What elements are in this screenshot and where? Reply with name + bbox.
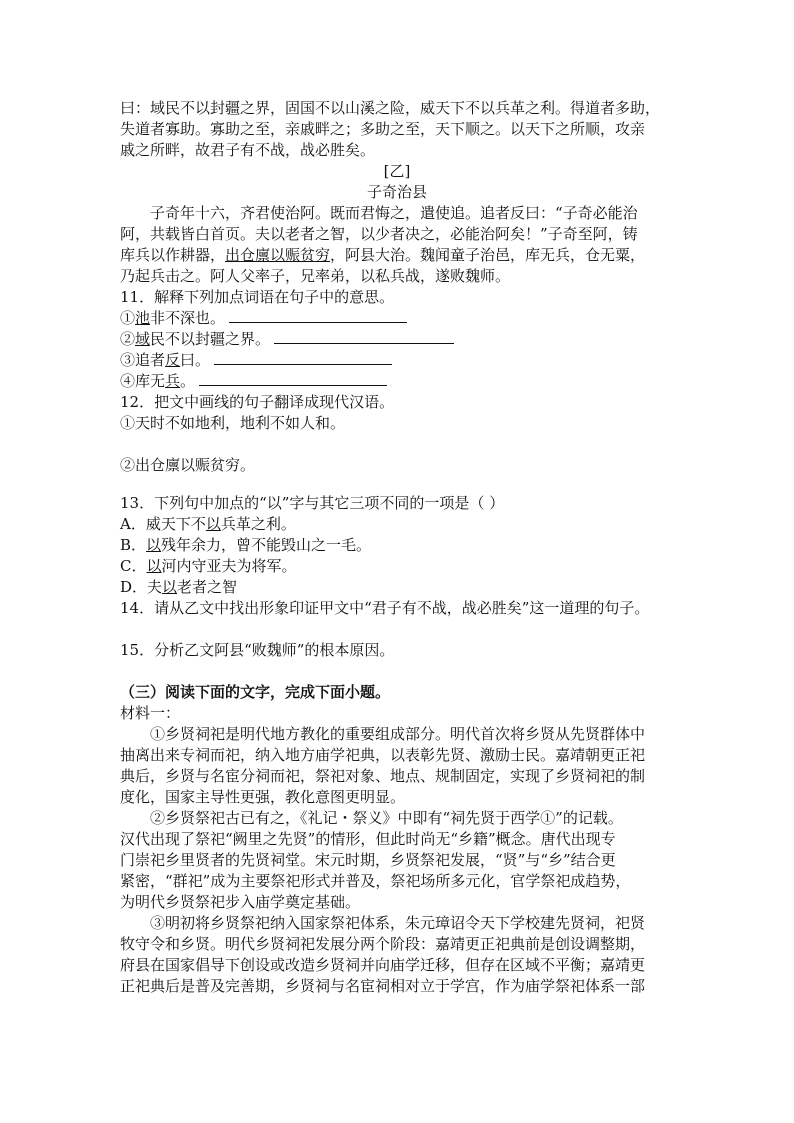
dotted-word: 兵 (165, 372, 181, 390)
item-number: ④ (120, 372, 136, 390)
paragraph-line: 门崇祀乡里贤者的先贤祠堂。宋元时期，乡贤祭祀发展，“贤”与“乡”结合更 (120, 851, 616, 869)
option-text: 残年余力，曾不能毁山之一毛。 (161, 536, 372, 554)
material-label: 材料一： (120, 704, 181, 722)
passage-b-line (120, 245, 645, 265)
paragraph-line: ③明初将乡贤祭祀纳入国家祭祀体系，朱元璋诏令天下学校建先贤祠，祀贤 (150, 914, 646, 932)
paragraph-line: 府县在国家倡导下创设或改造乡贤祠并向庙学迁移，但存在区域不平衡；嘉靖更 (120, 956, 646, 974)
passage-b-line: 子奇年十六，齐君使治阿。既而君悔之，遣使追。追者反曰：“子奇必能治 (150, 204, 638, 222)
paragraph-line: 度化，国家主导性更强，教化意图更明显。 (120, 788, 406, 806)
answer-blank[interactable] (274, 329, 454, 344)
question-13-option (120, 556, 297, 576)
option-text: C． (120, 557, 147, 575)
underlined-sentence: 出仓廪以赈贫穷 (225, 246, 331, 264)
question-11-item (120, 350, 392, 370)
option-text: A．威天下不 (120, 515, 206, 533)
dotted-word: 以 (146, 536, 162, 554)
option-text: 河内守亚夫为将军。 (161, 557, 297, 575)
section-3-heading: （三）阅读下面的文字，完成下面小题。 (120, 683, 391, 701)
paragraph-line: 抽离出来专祠而祀，纳入地方庙学祀典，以表彰先贤、激励士民。嘉靖朝更正祀 (120, 746, 646, 764)
passage-a-line: 曰：域民不以封疆之界，固国不以山溪之险，威天下不以兵革之利。得道者多助， (120, 99, 661, 117)
passage-b-title: 子奇治县 (366, 183, 427, 201)
passage-b-text: 库兵以作耕器， (120, 246, 226, 264)
question-11-item (120, 308, 407, 328)
paragraph-line: 紧密，“群祀”成为主要祭祀形式并普及，祭祀场所多元化，官学祭祀成趋势， (120, 872, 631, 890)
question-13-stem: 13．下列句中加点的“以”字与其它三项不同的一项是（ ） (120, 494, 505, 512)
question-13-option (120, 577, 237, 597)
dotted-word: 以 (162, 578, 178, 596)
paragraph-line: 典后，乡贤与名宦分祠而祀，祭祀对象、地点、规制固定，实现了乡贤祠祀的制 (120, 767, 646, 785)
question-14: 14．请从乙文中找出形象印证甲文中“君子有不战，战必胜矣”这一道理的句子。 (120, 599, 650, 617)
dotted-word: 池 (135, 309, 151, 327)
item-number: ② (120, 330, 136, 348)
answer-blank[interactable] (199, 371, 387, 386)
item-text: 追者 (135, 351, 166, 369)
answer-blank[interactable] (214, 350, 392, 365)
question-11-item (120, 329, 454, 349)
dotted-word: 反 (165, 351, 181, 369)
item-number: ① (120, 309, 136, 327)
question-12-stem: 12．把文中画线的句子翻译成现代汉语。 (120, 393, 395, 411)
option-text: 兵革之利。 (220, 515, 296, 533)
passage-b-line: 阿，共载皆白首页。夫以老者之智，以少者决之，必能治阿矣！”子奇至阿，铸 (120, 225, 638, 243)
item-text: 曰。 (180, 351, 211, 369)
dotted-word: 以 (205, 515, 221, 533)
question-12-item: ①天时不如地利，地利不如人和。 (120, 414, 346, 432)
question-13-option (120, 514, 296, 534)
paragraph-line: 汉代出现了祭祀“阙里之先贤”的情形，但此时尚无“乡籍”概念。唐代出现专 (120, 830, 616, 848)
option-text: D．夫 (120, 578, 163, 596)
item-text: 库无 (135, 372, 166, 390)
dotted-word: 以 (146, 557, 162, 575)
dotted-word: 域 (135, 330, 151, 348)
item-text: 民不以封疆之界。 (150, 330, 271, 348)
passage-a-line: 戚之所畔，故君子有不战，战必胜矣。 (120, 141, 376, 159)
passage-b-text: ，阿县大治。魏闻童子治邑，库无兵，仓无粟， (330, 246, 646, 264)
question-11-stem: 11．解释下列加点词语在句子中的意思。 (120, 288, 395, 306)
answer-blank[interactable] (229, 308, 407, 323)
passage-b-marker: [乙] (383, 162, 411, 180)
question-12-item: ②出仓廪以赈贫穷。 (120, 456, 256, 474)
paragraph-line: 正祀典后是普及完善期，乡贤祠与名宦祠相对立于学宫，作为庙学祭祀体系一部 (120, 977, 646, 995)
paragraph-line: 为明代乡贤祭祀步入庙学奠定基础。 (120, 893, 361, 911)
passage-a-line: 失道者寡助。寡助之至，亲戚畔之；多助之至，天下顺之。以天下之所顺，攻亲 (120, 120, 646, 138)
option-text: B． (120, 536, 147, 554)
item-text: 。 (180, 372, 196, 390)
question-13-option (120, 535, 371, 555)
option-text: 老者之智 (177, 578, 238, 596)
item-text: 非不深也。 (150, 309, 226, 327)
paragraph-line: ①乡贤祠祀是明代地方教化的重要组成部分。明代首次将乡贤从先贤群体中 (150, 725, 646, 743)
paragraph-line: ②乡贤祭祀古已有之，《礼记・祭义》中即有“祠先贤于西学①”的记载。 (150, 809, 623, 827)
passage-b-line: 乃起兵击之。阿人父率子，兄率弟，以私兵战，遂败魏师。 (120, 267, 511, 285)
item-number: ③ (120, 351, 136, 369)
paragraph-line: 牧守令和乡贤。明代乡贤祠祀发展分两个阶段：嘉靖更正祀典前是创设调整期， (120, 935, 646, 953)
question-11-item (120, 371, 387, 391)
question-15: 15．分析乙文阿县“败魏师”的根本原因。 (120, 641, 395, 659)
